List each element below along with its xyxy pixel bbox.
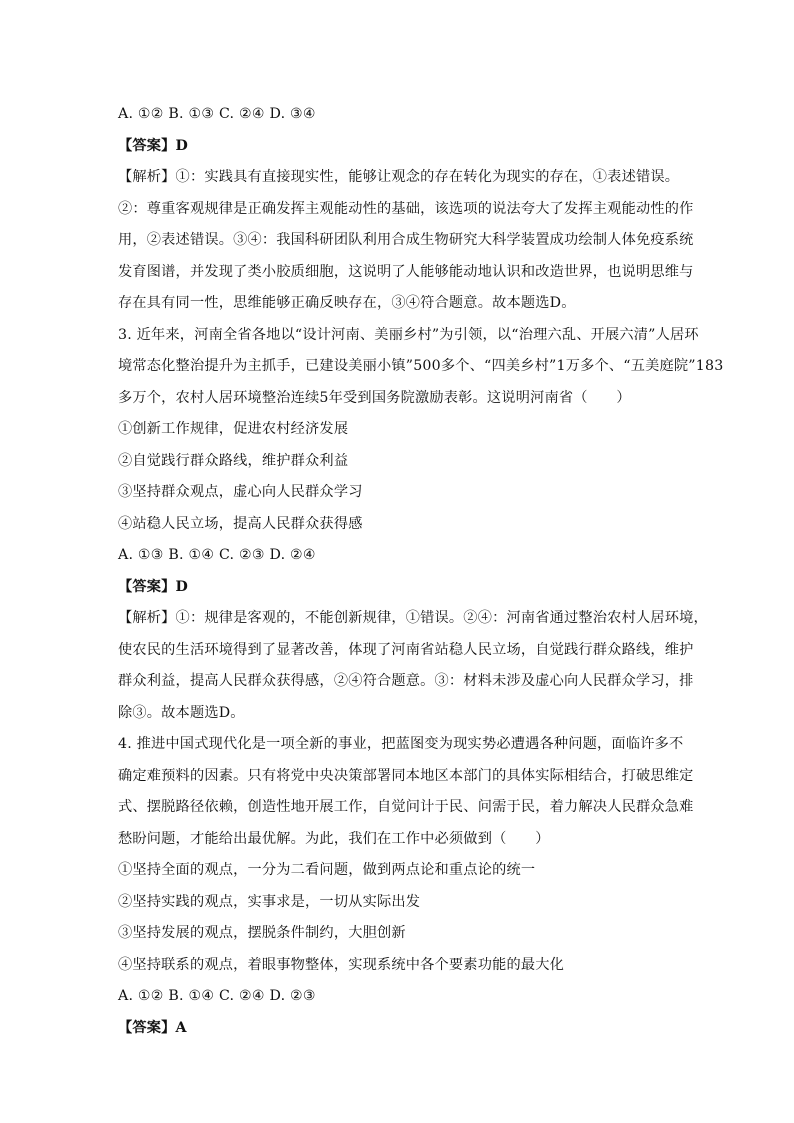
answer-line: 【答案】D (118, 578, 189, 595)
question-line: 境常态化整治提升为主抓手，已建设美丽小镇”500多个、“四美乡村”1万多个、“五美庭院”183 (118, 358, 724, 374)
choice-line: ③坚持群众观点，虚心向人民群众学习 (118, 484, 363, 500)
answer-line: 【答案】A (118, 1019, 187, 1036)
choice-line: ④站稳人民立场，提高人民群众获得感 (118, 515, 363, 532)
choice-line: ①创新工作规律，促进农村经济发展 (118, 421, 349, 437)
analysis-line: 除③。故本题选D。 (118, 704, 245, 721)
question-line: 多万个，农村人居环境整治连续5年受到国务院激励表彰。这说明河南省（ ） (118, 389, 631, 406)
question-line: 确定难预料的因素。只有将党中央决策部署同本地区本部门的具体实际相结合，打破思维定 (118, 767, 694, 784)
question-line: 式、摆脱路径依赖，创造性地开展工作，自觉问计于民、问需于民，着力解决人民群众急难 (118, 799, 694, 815)
analysis-line: 存在具有同一性，思维能够正确反映存在，③④符合题意。故本题选D。 (118, 295, 576, 311)
choice-line: ③坚持发展的观点，摆脱条件制约，大胆创新 (118, 925, 406, 941)
analysis-line: 【解析】①：实践具有直接现实性，能够让观念的存在转化为现实的存在，①表述错误。 (118, 169, 680, 185)
choice-line: ①坚持全面的观点，一分为二看问题，做到两点论和重点论的统一 (118, 862, 536, 878)
answer-line: 【答案】D (118, 137, 189, 154)
choice-line: ②坚持实践的观点，实事求是，一切从实际出发 (118, 893, 421, 910)
choice-line: ②自觉践行群众路线，维护群众利益 (118, 452, 349, 469)
analysis-line: 用，②表述错误。③④：我国科研团队利用合成生物研究大科学装置成功绘制人体免疫系统 (118, 232, 694, 248)
question-line: 4. 推进中国式现代化是一项全新的事业，把蓝图变为现实势必遭遇各种问题，面临许多不 (118, 736, 684, 752)
analysis-line: ②：尊重客观规律是正确发挥主观能动性的基础，该选项的说法夸大了发挥主观能动性的作 (118, 200, 694, 217)
question-line: 愁盼问题，才能给出最优解。为此，我们在工作中必须做到（ ） (118, 830, 550, 847)
option-line: A. ①② B. ①③ C. ②④ D. ③④ (118, 106, 316, 122)
document-page (118, 99, 724, 1044)
choice-line: ④坚持联系的观点，着眼事物整体，实现系统中各个要素功能的最大化 (118, 956, 565, 973)
question-line: 3. 近年来，河南全省各地以“设计河南、美丽乡村”为引领，以“治理六乱、开展六清”人居环 (118, 326, 699, 343)
analysis-line: 群众利益，提高人民群众获得感，②④符合题意。③：材料未涉及虚心向人民群众学习，排 (118, 673, 694, 689)
option-line: A. ①② B. ①④ C. ②④ D. ②③ (118, 988, 316, 1004)
analysis-line: 使农民的生活环境得到了显著改善，体现了河南省站稳人民立场，自觉践行群众路线，维护 (118, 641, 694, 658)
analysis-line: 发育图谱，并发现了类小胶质细胞，这说明了人能够能动地认识和改造世界，也说明思维与 (118, 263, 694, 280)
analysis-line: 【解析】①：规律是客观的，不能创新规律，①错误。②④：河南省通过整治农村人居环境， (118, 610, 708, 626)
option-line: A. ①③ B. ①④ C. ②③ D. ②④ (118, 547, 316, 563)
